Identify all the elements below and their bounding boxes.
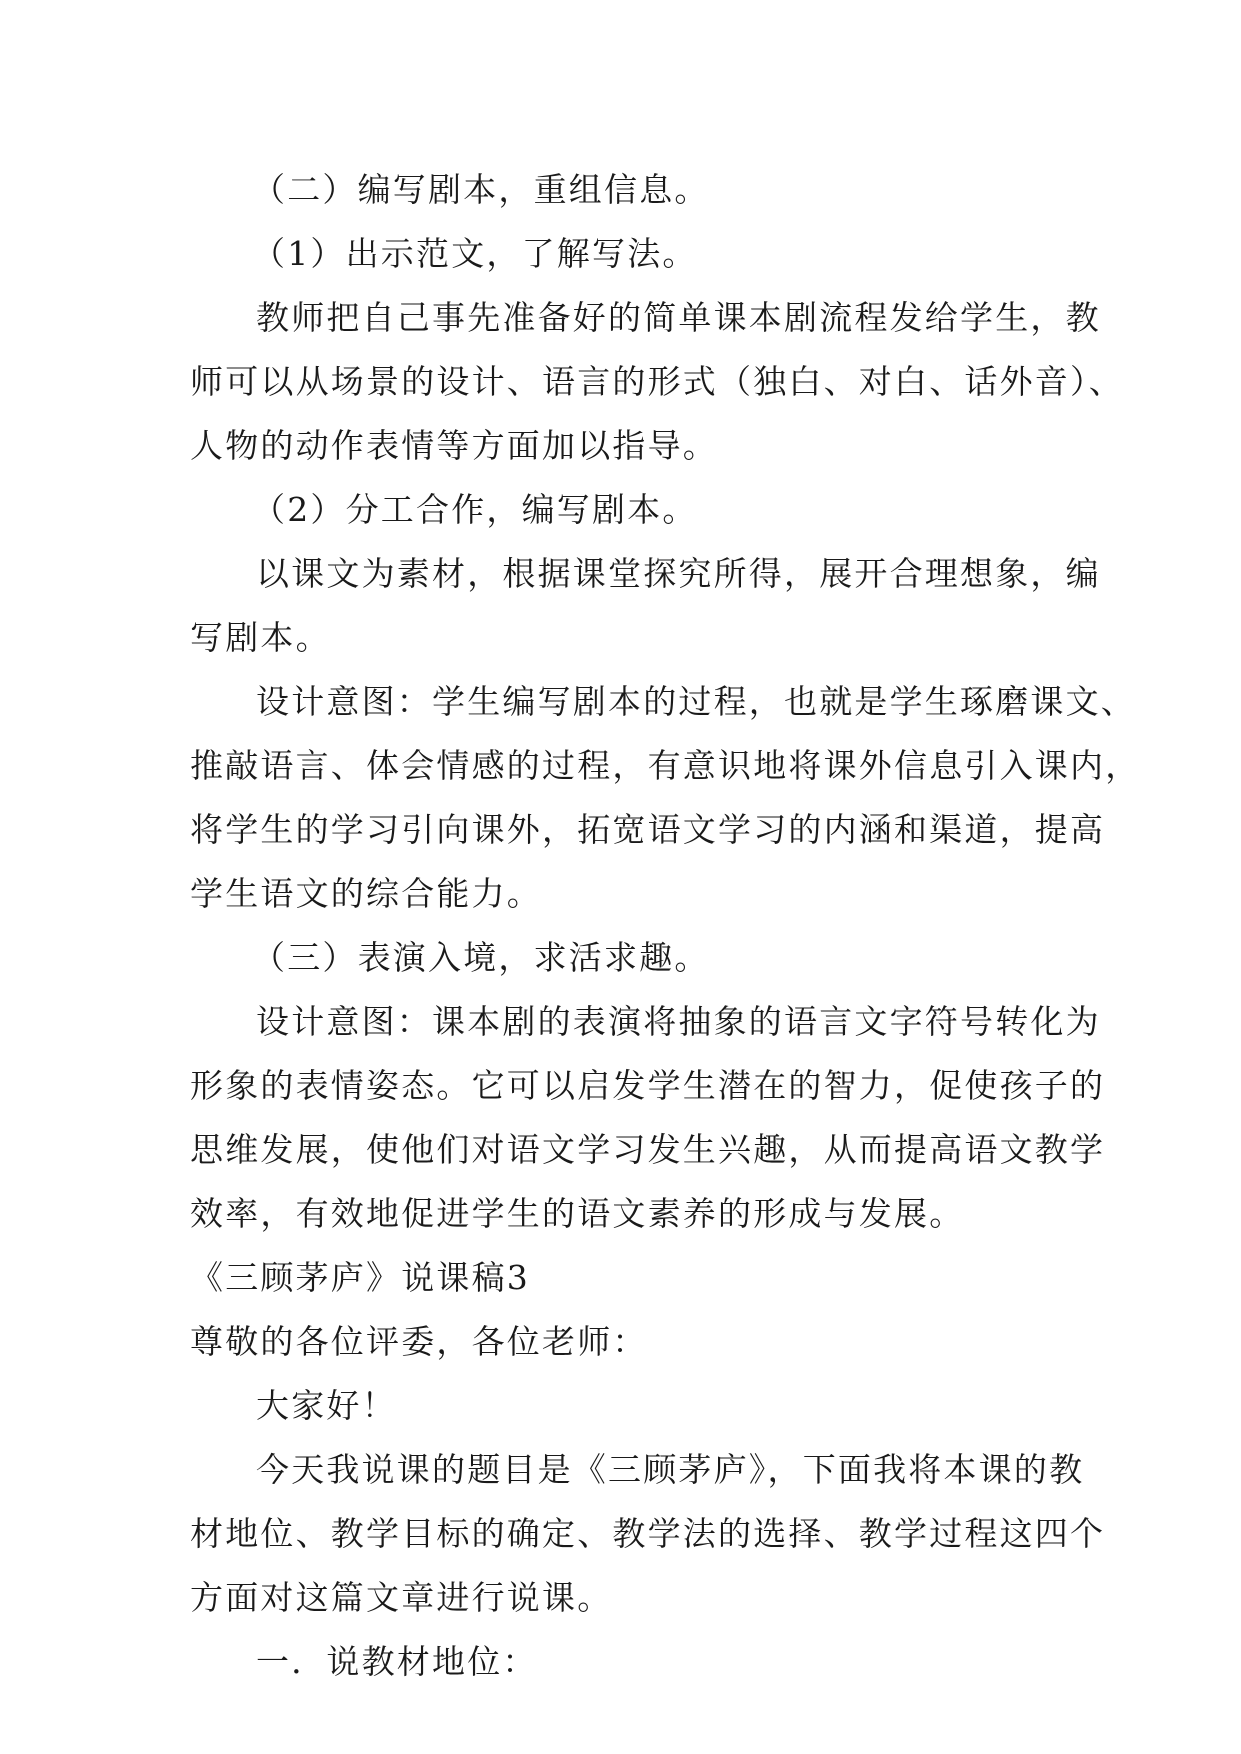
paragraph-line: 设计意图：学生编写剧本的过程，也就是学生琢磨课文、 (256, 682, 1136, 721)
document-body (190, 158, 1141, 1694)
paragraph-line: 人物的动作表情等方面加以指导。 (190, 426, 718, 465)
subsection-heading: （1）出示范文，了解写法。 (252, 234, 698, 273)
salutation: 尊敬的各位评委，各位老师： (190, 1322, 648, 1361)
paragraph-line: 师可以从场景的设计、语言的形式（独白、对白、话外音）、 (190, 362, 1124, 401)
paragraph-line: 将学生的学习引向课外，拓宽语文学习的内涵和渠道，提高 (190, 810, 1106, 849)
paragraph-line: 学生语文的综合能力。 (190, 874, 542, 913)
paragraph-line: 以课文为素材，根据课堂探究所得，展开合理想象，编 (256, 554, 1101, 593)
document-title: 《三顾茅庐》说课稿3 (190, 1258, 530, 1297)
paragraph-line: 今天我说课的题目是《三顾茅庐》，下面我将本课的教 (256, 1450, 1085, 1489)
paragraph-line: 形象的表情姿态。它可以启发学生潜在的智力，促使孩子的 (190, 1066, 1106, 1105)
subsection-heading: （2）分工合作，编写剧本。 (252, 490, 698, 529)
section-heading: （三）表演入境，求活求趣。 (252, 938, 710, 977)
paragraph-line: 效率，有效地促进学生的语文素养的形成与发展。 (190, 1194, 965, 1233)
paragraph-line: 设计意图：课本剧的表演将抽象的语言文字符号转化为 (256, 1002, 1101, 1041)
greeting: 大家好！ (256, 1386, 397, 1425)
section-heading: 一．说教材地位： (256, 1642, 538, 1681)
paragraph-line: 教师把自己事先准备好的简单课本剧流程发给学生，教 (256, 298, 1101, 337)
paragraph-line: 思维发展，使他们对语文学习发生兴趣，从而提高语文教学 (190, 1130, 1106, 1169)
paragraph-line: 方面对这篇文章进行说课。 (190, 1578, 613, 1617)
paragraph-line: 材地位、教学目标的确定、教学法的选择、教学过程这四个 (190, 1514, 1106, 1553)
paragraph-line: 写剧本。 (190, 618, 331, 657)
section-heading: （二）编写剧本，重组信息。 (252, 170, 710, 209)
paragraph-line: 推敲语言、体会情感的过程，有意识地将课外信息引入课内， (190, 746, 1141, 785)
